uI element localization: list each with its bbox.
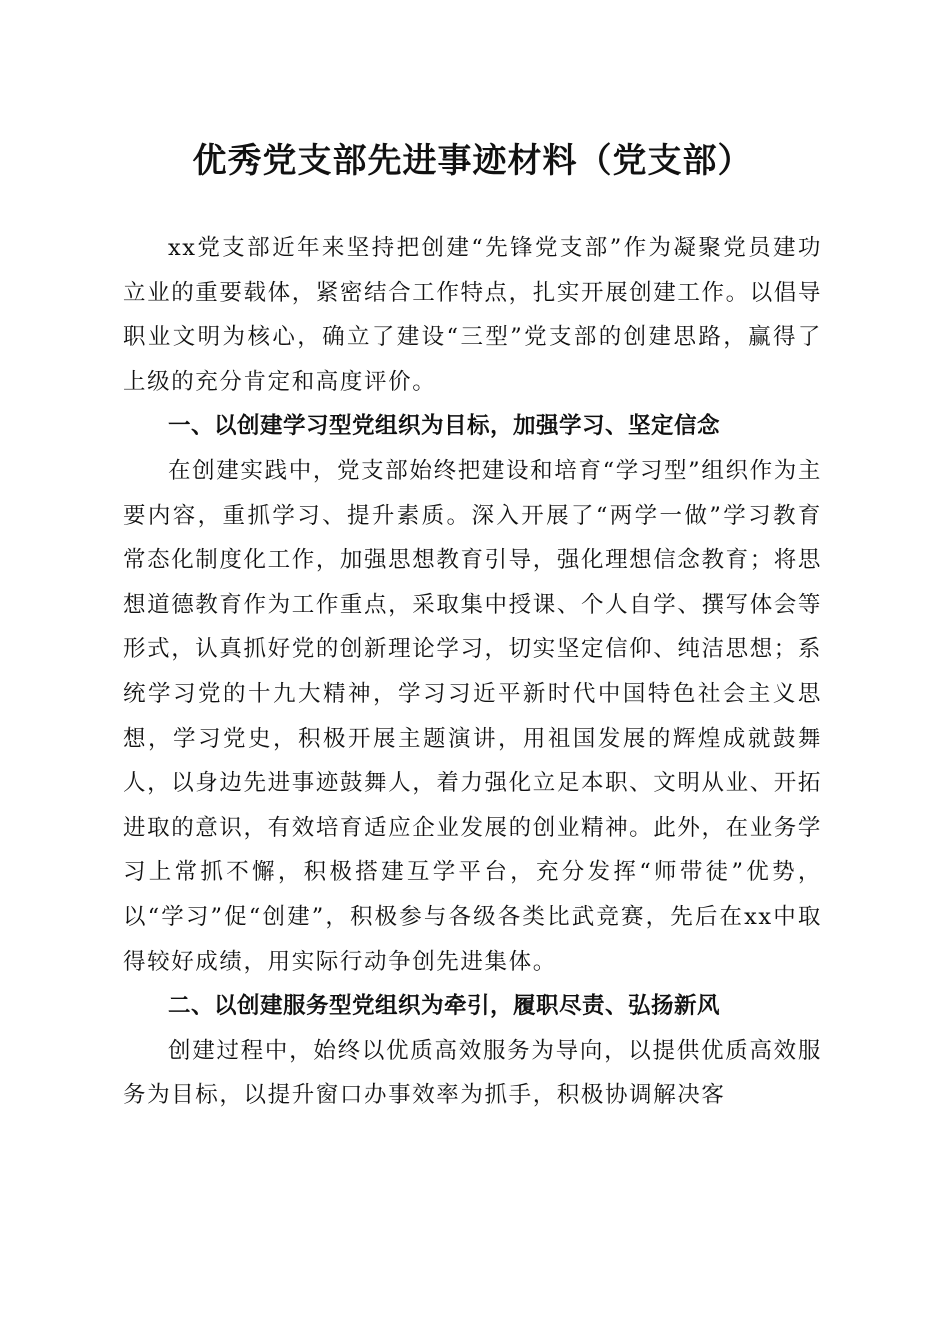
intro-paragraph: xx党支部近年来坚持把创建“先锋党支部”作为凝聚党员建功立业的重要载体，紧密结合工作特点，扎实开展创建工作。以倡导职业文明为核心，确立了建设“三型”党支部的创建思路，赢得了上级的充分肯定和高度评价。 bbox=[123, 235, 822, 395]
section-paragraph: 创建过程中，始终以优质高效服务为导向，以提供优质高效服务为目标，以提升窗口办事效率为抓手，积极协调解决客 bbox=[123, 1037, 822, 1109]
document-title: 优秀党支部先进事迹材料（党支部） bbox=[192, 141, 753, 181]
section-heading: 二、以创建服务型党组织为牵引，履职尽责、弘扬新风 bbox=[168, 993, 721, 1020]
section-1 bbox=[123, 404, 822, 984]
document-body bbox=[123, 226, 822, 1118]
section-paragraph: 在创建实践中，党支部始终把建设和培育“学习型”组织作为主要内容，重抓学习、提升素质。深入开展了“两学一做”学习教育常态化制度化工作，加强思想教育引导，强化理想信念教育；将思想道德教育作为工作重点，采取集中授课、个人自学、撰写体会等形式，认真抓好党的创新理论学习，切实坚定信仰、纯洁思想；系统学习党的十九大精神，学习习近平新时代中国特色社会主义思想，学习党史，积极开展主题演讲，用祖国发展的辉煌成就鼓舞人，以身边先进事迹鼓舞人，着力强化立足本职、文明从业、开拓进取的意识，有效培育适应企业发展的创业精神。此外，在业务学习上常抓不懈，积极搭建互学平台，充分发挥“师带徒”优势，以“学习”促“创建”，积极参与各级各类比武竞赛，先后在xx中取得较好成绩，用实际行动争创先进集体。 bbox=[123, 457, 822, 975]
section-2 bbox=[123, 984, 822, 1118]
section-heading: 一、以创建学习型党组织为目标，加强学习、坚定信念 bbox=[168, 413, 721, 440]
